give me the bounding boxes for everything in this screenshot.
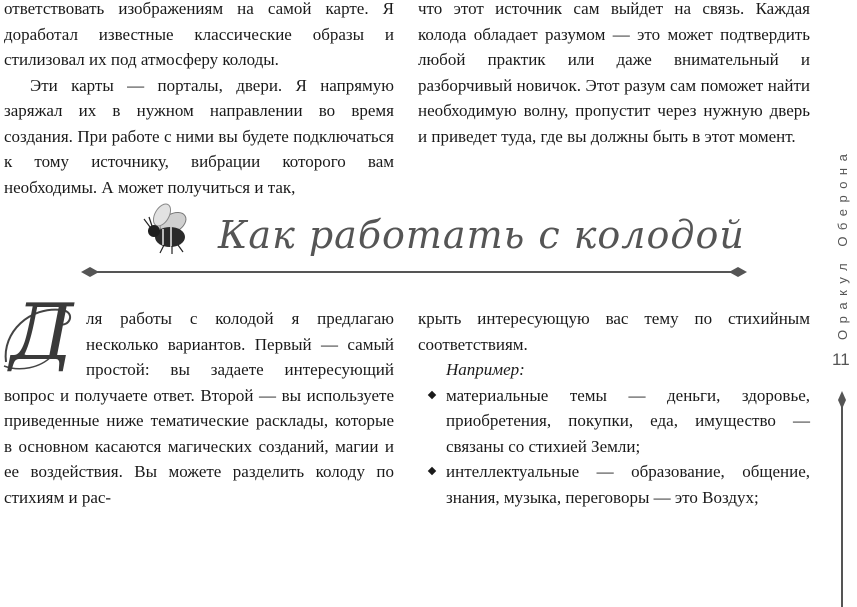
list-item [418, 459, 810, 510]
page-number: 11 [832, 350, 850, 369]
paragraph: ответствовать изображениям на самой карте. Я доработал известные классические образы и стилизовал их под атмосферу колоды. [4, 0, 394, 69]
list-item-text: материальные темы — деньги, здоровье, приобретения, покупки, еда, имущество — связаны со стихией Земли; [446, 385, 810, 456]
bullet-icon [428, 390, 436, 398]
list-item-text: интеллектуальные — образование, общение, знания, музыка, переговоры — это Воздух; [446, 462, 810, 507]
diamond-icon [81, 267, 99, 277]
paragraph: крыть интересующую вас тему по стихийным соответствиям. [418, 309, 810, 354]
bee-icon [144, 201, 190, 254]
top-right-column [418, 0, 810, 149]
top-left-column [4, 0, 394, 200]
section-heading: Как работать с колодой [218, 213, 745, 257]
paragraph: что этот источник сам выйдет на связь. Каждая колода обладает разумом — это может подтвердить любой практик или даже внимательный и разборчивый новичок. Этот разум сам поможет найти необходимую волну, пропустит через нужную дверь и приведет туда, где вы должны быть в этот момент. [418, 0, 810, 146]
bottom-left-column [4, 288, 394, 510]
diamond-icon [729, 267, 747, 277]
drop-cap-block [0, 288, 80, 378]
paragraph: Эти карты — порталы, двери. Я напрямую заряжал их в нужном направлении во время создания. При работе с ними вы будете подключаться к тому источнику, вибрации которого вам необходимы. А может получиться и так, [4, 75, 394, 197]
list-item [418, 383, 810, 460]
bullet-icon [428, 467, 436, 475]
section-heading-block [70, 195, 760, 285]
example-label: Например: [446, 360, 525, 379]
bullet-list [418, 383, 810, 511]
book-title: Оракул Оберона [835, 147, 850, 340]
bottom-right-column [418, 306, 810, 510]
drop-cap: Д [10, 288, 74, 378]
paragraph: ля работы с колодой я предлагаю несколько вариантов. Первый — самый простой: вы задаете интересующий вопрос и получаете ответ. Второй — вы используете приведенные ниже тематические расклады, которые в основном касаются магических созданий, магии и ее воздействия. Вы можете разделить колоду по стихиям и рас- [4, 309, 394, 507]
diamond-icon [838, 391, 846, 409]
